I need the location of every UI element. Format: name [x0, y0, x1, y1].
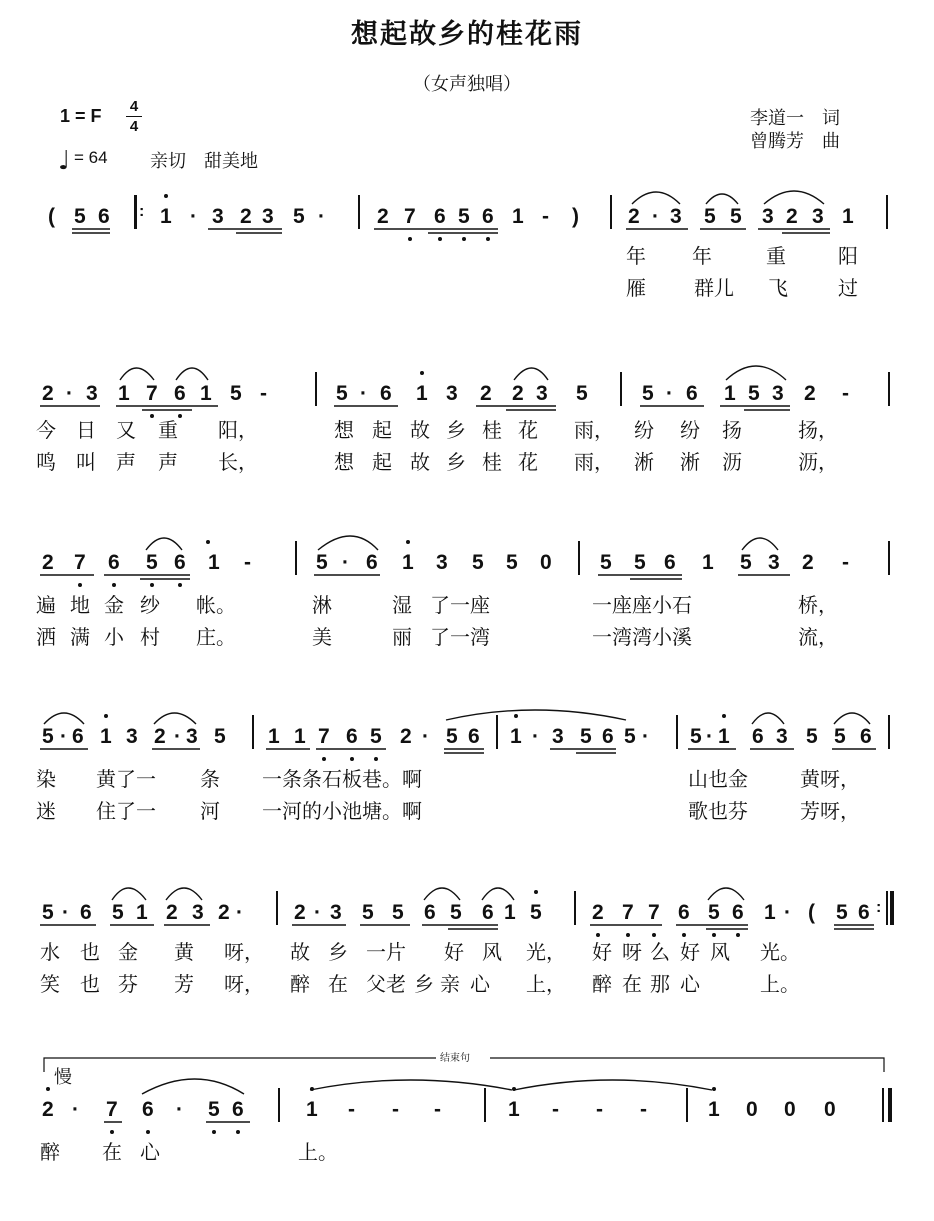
note: 1 [416, 382, 428, 405]
note: 1 [160, 205, 172, 228]
lyric: 沥 [722, 450, 742, 474]
note: ) [572, 205, 579, 228]
note: 1 [504, 901, 516, 924]
lyric: 上。 [760, 972, 800, 996]
dash: - [260, 382, 267, 405]
lyric: 湿 [392, 593, 412, 617]
lyric: 光， [526, 940, 566, 964]
lyric: 雁 [626, 276, 646, 300]
note: 1 [512, 205, 524, 228]
note: 1 [208, 551, 220, 574]
note: 5 [806, 725, 818, 748]
note: 6 [468, 725, 480, 748]
note: 5 [214, 725, 226, 748]
note: 5 [708, 901, 720, 924]
note: 1 [136, 901, 148, 924]
note: 3 [436, 551, 448, 574]
note: 5 [730, 205, 742, 228]
note: 5 [450, 901, 462, 924]
note: 2 [802, 551, 814, 574]
note: 2 [512, 382, 524, 405]
note: 5 [530, 901, 542, 924]
tempo-slow-marking: 慢 [54, 1067, 72, 1088]
rest: 0 [824, 1098, 836, 1121]
lyric: 在 [102, 1140, 122, 1164]
note: 6 [602, 725, 614, 748]
lyric: 金 [118, 940, 138, 964]
lyricist-credit: 李道一 词 [750, 108, 840, 129]
dash: - [596, 1098, 603, 1121]
note: 1 [200, 382, 212, 405]
note: ( [48, 205, 55, 228]
lyric: 阳 [838, 244, 858, 268]
note: 5 [704, 205, 716, 228]
lyric: 芳 [174, 972, 194, 996]
note: 5 [74, 205, 86, 228]
dot-extension: · [66, 382, 73, 405]
lyric: 鸣 [36, 450, 56, 474]
note: 2 [294, 901, 306, 924]
note: 5 [836, 901, 848, 924]
lyric: 呀， [224, 972, 264, 996]
ending-phrase-label: 结束句 [440, 1053, 470, 1064]
lyric: 醉 [592, 972, 612, 996]
note: 6 [380, 382, 392, 405]
note: ( [808, 901, 815, 924]
note: 3 [212, 205, 224, 228]
lyric: 在 [328, 972, 348, 996]
lyric: 故 [410, 450, 430, 474]
note: 6 [174, 382, 186, 405]
beam-lines [40, 229, 876, 1122]
dash: - [542, 205, 549, 228]
lyric: 好 [680, 940, 700, 964]
dot-extension: · [422, 725, 429, 748]
lyric: 光。 [760, 940, 800, 964]
slurs [44, 191, 870, 1094]
note: 1 [402, 551, 414, 574]
note: 2 [218, 901, 230, 924]
note: 5 [336, 382, 348, 405]
time-signature-top: 4 [129, 98, 139, 115]
note: 1 [724, 382, 736, 405]
note: 5 [230, 382, 242, 405]
lyric: 纷 [634, 418, 654, 442]
key-signature: 1 = F [60, 106, 102, 126]
lyric: 美 [312, 625, 332, 649]
lyric: 今 [36, 418, 56, 442]
note: 6 [424, 901, 436, 924]
dot-extension: · [784, 901, 791, 924]
ending-bracket [44, 1058, 884, 1072]
lyric: 黄 [174, 940, 194, 964]
rest: 0 [540, 551, 552, 574]
lyric: 父老 [366, 972, 406, 996]
lyric: 叫 [76, 450, 96, 474]
note: 7 [146, 382, 158, 405]
lyric: 年 [626, 244, 646, 268]
lyric: 乡 [446, 450, 466, 474]
dot-extension: · [60, 725, 67, 748]
note: 6 [752, 725, 764, 748]
expression-marking: 亲切 甜美地 [150, 151, 258, 172]
lyric: 满 [70, 625, 90, 649]
lyric: 故 [290, 940, 310, 964]
lyric: 长， [218, 450, 258, 474]
dot-extension: · [72, 1098, 79, 1121]
note: 5 [446, 725, 458, 748]
lyric: 一河的小池塘。啊 [262, 799, 422, 823]
lyric: 风 [482, 940, 502, 964]
note: 3 [768, 551, 780, 574]
note: 3 [536, 382, 548, 405]
note: 1 [100, 725, 112, 748]
note: 6 [142, 1098, 154, 1121]
dot-extension: · [190, 205, 197, 228]
note: 3 [772, 382, 784, 405]
dash: - [640, 1098, 647, 1121]
note: 5 [576, 382, 588, 405]
lyric: 心 [140, 1140, 160, 1164]
dot-extension: · [652, 205, 659, 228]
note: 5 [690, 725, 702, 748]
note: 6 [732, 901, 744, 924]
dash: - [244, 551, 251, 574]
note: 1 [118, 382, 130, 405]
note: 2 [480, 382, 492, 405]
note: 5 [112, 901, 124, 924]
lyric: 金 [104, 593, 124, 617]
lyric: 又 [116, 418, 136, 442]
note: 1 [306, 1098, 318, 1121]
dot-extension: · [62, 901, 69, 924]
lyric: 想 [334, 450, 354, 474]
note: 1 [268, 725, 280, 748]
lyric: 呀， [224, 940, 264, 964]
lyric: 洒 [36, 625, 56, 649]
dash: - [552, 1098, 559, 1121]
note: 1 [294, 725, 306, 748]
note: 5 [458, 205, 470, 228]
performance-note: （女声独唱） [413, 74, 521, 95]
note: 6 [482, 901, 494, 924]
repeat-dots: : [139, 203, 145, 220]
note: 7 [404, 205, 416, 228]
lyric: 条 [200, 767, 220, 791]
note: 7 [318, 725, 330, 748]
note: 2 [400, 725, 412, 748]
note: 1 [842, 205, 854, 228]
note: 5 [146, 551, 158, 574]
lyric: 过 [838, 276, 858, 300]
note: 6 [434, 205, 446, 228]
note: 5 [42, 725, 54, 748]
note: 6 [482, 205, 494, 228]
note: 2 [786, 205, 798, 228]
note: 3 [186, 725, 198, 748]
note: 3 [552, 725, 564, 748]
note: 3 [762, 205, 774, 228]
lyric: 山也金 [688, 767, 748, 791]
lyric: 淅 [634, 450, 654, 474]
lyric: 桂 [482, 450, 502, 474]
lyric: 乡 [446, 418, 466, 442]
lyric: 笑 [40, 972, 60, 996]
note: 6 [686, 382, 698, 405]
dot-extension: · [666, 382, 673, 405]
lyric: 声 [158, 450, 178, 474]
note: 7 [622, 901, 634, 924]
note: 6 [346, 725, 358, 748]
lyric: 么 [650, 940, 670, 964]
lyric: 上。 [298, 1140, 338, 1164]
note: 3 [812, 205, 824, 228]
lyric: 上， [526, 972, 566, 996]
lyric: 醉 [40, 1140, 60, 1164]
note: 2 [628, 205, 640, 228]
lyric: 心 [470, 972, 490, 996]
dot-extension: · [642, 725, 649, 748]
lyric: 一片 [366, 940, 406, 964]
lyric: 起 [372, 418, 392, 442]
lyric: 帐。 [196, 593, 236, 617]
note: 3 [670, 205, 682, 228]
note: 5 [740, 551, 752, 574]
tempo-marking: = 64 [74, 148, 108, 167]
lyric: 地 [70, 593, 90, 617]
note: 5 [293, 205, 305, 228]
note: 5 [642, 382, 654, 405]
lyric: 日 [76, 418, 96, 442]
lyric: 故 [410, 418, 430, 442]
lyric: 一座座小石 [592, 593, 692, 617]
lyric: 淋 [312, 593, 332, 617]
lyric: 亲 [440, 972, 460, 996]
lyric: 淅 [680, 450, 700, 474]
note: 6 [72, 725, 84, 748]
dot-extension: · [342, 551, 349, 574]
lyric: 了一座 [430, 593, 490, 617]
dash: - [348, 1098, 355, 1121]
note: 6 [678, 901, 690, 924]
dot-extension: · [314, 901, 321, 924]
note: 2 [42, 1098, 54, 1121]
note: 1 [764, 901, 776, 924]
lyric: 黄了一 [96, 767, 156, 791]
octave-dots [46, 194, 740, 1134]
lyric: 雨， [574, 418, 614, 442]
dash: - [392, 1098, 399, 1121]
lyric: 纱 [140, 593, 160, 617]
lyric: 桥， [798, 593, 838, 617]
note: 5 [624, 725, 636, 748]
lyric: 呀 [622, 940, 642, 964]
lyric: 纷 [680, 418, 700, 442]
lyric: 遍 [36, 593, 56, 617]
lyric: 小 [104, 625, 124, 649]
lyric: 乡 [328, 940, 348, 964]
lyric: 扬 [722, 418, 742, 442]
lyric: 在 [622, 972, 642, 996]
lyric: 群儿 [694, 276, 734, 300]
dot-extension: · [360, 382, 367, 405]
note: 6 [98, 205, 110, 228]
lyric: 年 [692, 244, 712, 268]
note: 3 [262, 205, 274, 228]
lyric: 一条条石板巷。啊 [262, 767, 422, 791]
note: 6 [232, 1098, 244, 1121]
note: 3 [446, 382, 458, 405]
lyric: 一湾湾小溪 [592, 625, 692, 649]
rest: 0 [746, 1098, 758, 1121]
dot-extension: · [176, 1098, 183, 1121]
note: 5 [42, 901, 54, 924]
lyric: 芬 [118, 972, 138, 996]
note: 3 [776, 725, 788, 748]
rest: 0 [784, 1098, 796, 1121]
dash: - [842, 382, 849, 405]
dot-extension: · [318, 205, 325, 228]
note: 7 [648, 901, 660, 924]
lyric: 风 [710, 940, 730, 964]
note: 5 [370, 725, 382, 748]
lyric: 心 [680, 972, 700, 996]
note: 5 [362, 901, 374, 924]
dot-extension: · [174, 725, 181, 748]
lyric: 阳， [218, 418, 258, 442]
note: 1 [718, 725, 730, 748]
note: 3 [192, 901, 204, 924]
dash: - [434, 1098, 441, 1121]
note: 6 [108, 551, 120, 574]
note: 3 [126, 725, 138, 748]
note: 5 [392, 901, 404, 924]
note: 1 [702, 551, 714, 574]
note: 2 [154, 725, 166, 748]
lyric: 好 [592, 940, 612, 964]
lyric: 起 [372, 450, 392, 474]
note: 7 [74, 551, 86, 574]
dot-extension: · [706, 725, 713, 748]
note: 6 [858, 901, 870, 924]
note: 6 [366, 551, 378, 574]
note: 6 [664, 551, 676, 574]
lyric: 了一湾 [430, 625, 490, 649]
lyric: 黄呀， [800, 767, 860, 791]
lyric: 河 [200, 799, 220, 823]
song-title: 想起故乡的桂花雨 [351, 19, 583, 50]
quarter-note-icon: ♩ [58, 146, 71, 176]
repeat-dots: : [876, 899, 882, 916]
lyric: 庄。 [196, 625, 236, 649]
lyric: 桂 [482, 418, 502, 442]
lyric: 迷 [36, 799, 56, 823]
lyric: 花 [518, 418, 538, 442]
lyric: 那 [650, 972, 670, 996]
note: 1 [708, 1098, 720, 1121]
lyric: 歌也芬 [688, 799, 748, 823]
lyric: 花 [518, 450, 538, 474]
note: 5 [834, 725, 846, 748]
note: 1 [510, 725, 522, 748]
lyric: 好 [444, 940, 464, 964]
note: 2 [240, 205, 252, 228]
note: 5 [748, 382, 760, 405]
note: 2 [377, 205, 389, 228]
note: 2 [42, 551, 54, 574]
lyric: 声 [116, 450, 136, 474]
dash: - [842, 551, 849, 574]
note: 1 [508, 1098, 520, 1121]
note: 5 [580, 725, 592, 748]
lyric: 飞 [768, 276, 788, 300]
lyric: 想 [334, 418, 354, 442]
composer-credit: 曾腾芳 曲 [750, 131, 840, 152]
note: 6 [174, 551, 186, 574]
note: 5 [316, 551, 328, 574]
note: 6 [860, 725, 872, 748]
lyric: 也 [80, 940, 100, 964]
dot-extension: · [532, 725, 539, 748]
note: 7 [106, 1098, 118, 1121]
lyric: 住了一 [96, 799, 156, 823]
lyric: 沥， [798, 450, 838, 474]
lyric: 乡 [414, 972, 434, 996]
lyric: 染 [36, 767, 56, 791]
lyric: 水 [40, 940, 60, 964]
note: 6 [80, 901, 92, 924]
note: 3 [330, 901, 342, 924]
note: 5 [634, 551, 646, 574]
note: 2 [166, 901, 178, 924]
time-signature-bottom: 4 [129, 118, 139, 135]
lyric: 也 [80, 972, 100, 996]
note: 5 [208, 1098, 220, 1121]
lyric: 流， [798, 625, 838, 649]
note: 2 [804, 382, 816, 405]
note: 2 [42, 382, 54, 405]
lyric: 重 [158, 418, 178, 442]
note: 3 [86, 382, 98, 405]
lyric: 雨， [574, 450, 614, 474]
lyric: 丽 [392, 625, 412, 649]
lyric: 村 [140, 625, 160, 649]
note: 5 [600, 551, 612, 574]
lyric: 重 [766, 244, 786, 268]
note: 5 [472, 551, 484, 574]
dot-extension: · [236, 901, 243, 924]
lyric: 醉 [290, 972, 310, 996]
lyric: 芳呀， [800, 799, 860, 823]
note: 2 [592, 901, 604, 924]
lyric: 扬， [798, 418, 838, 442]
note: 5 [506, 551, 518, 574]
